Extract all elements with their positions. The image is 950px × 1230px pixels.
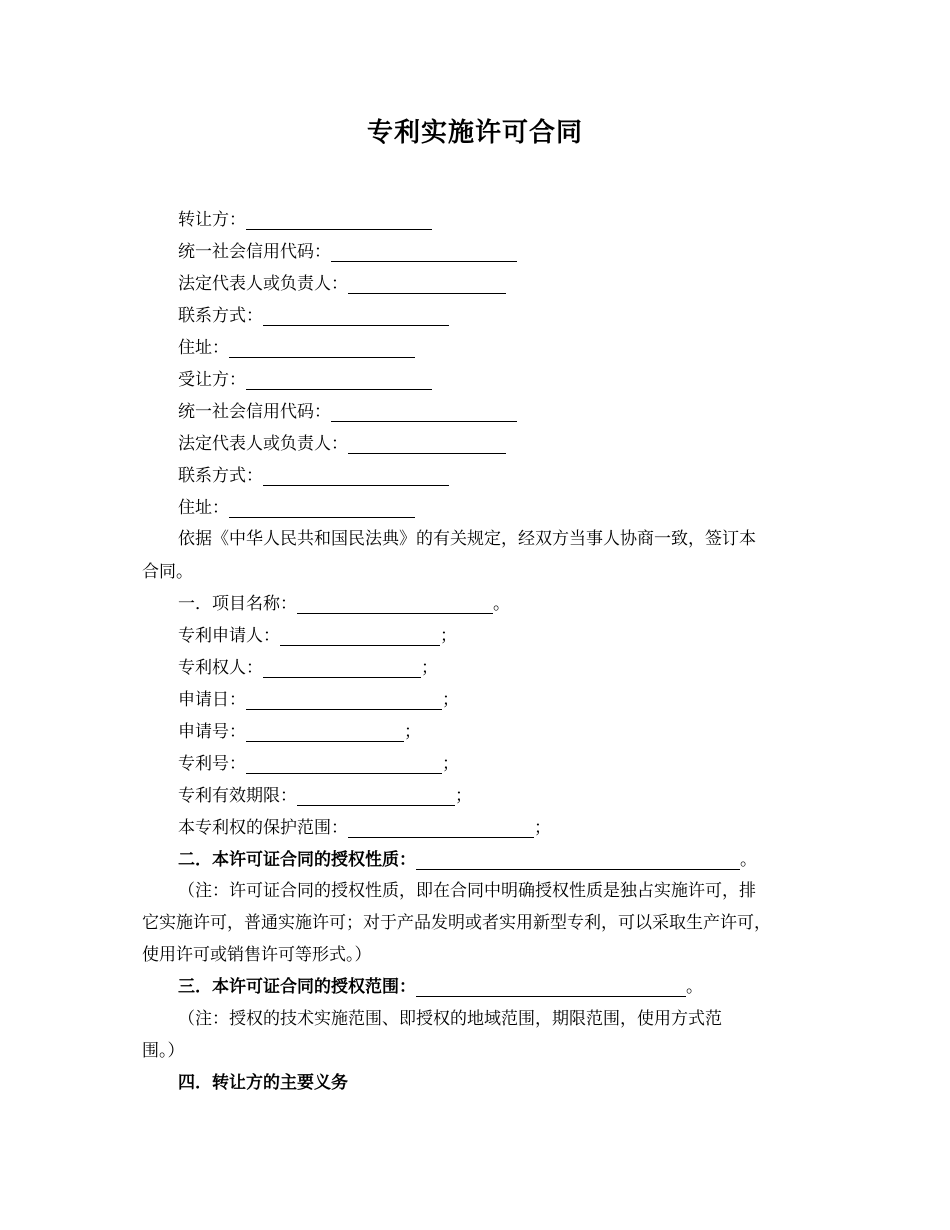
credit-code-1-blank[interactable] bbox=[331, 243, 517, 262]
semicolon-mark: ； bbox=[534, 818, 551, 838]
contact-1-label: 联系方式： bbox=[178, 306, 263, 326]
credit-code-1-line bbox=[178, 236, 517, 268]
section-2-heading: 二．本许可证合同的授权性质： bbox=[178, 850, 416, 870]
project-name-label: 一．项目名称： bbox=[178, 594, 297, 614]
section-3-heading: 三．本许可证合同的授权范围： bbox=[178, 977, 416, 997]
note-3-line-2: 围。） bbox=[142, 1041, 185, 1061]
semicolon-mark: ； bbox=[455, 786, 472, 806]
applicant-blank[interactable] bbox=[280, 627, 440, 646]
note-2-line-2: 它实施许可，普通实施许可；对于产品发明或者实用新型专利，可以采取生产许可， bbox=[142, 913, 771, 933]
intro-paragraph-line-2: 合同。 bbox=[142, 562, 193, 582]
applicant-line bbox=[178, 620, 457, 652]
contact-1-line bbox=[178, 300, 449, 332]
address-1-line bbox=[178, 332, 415, 364]
address-2-line bbox=[178, 492, 415, 524]
legal-rep-2-label: 法定代表人或负责人： bbox=[178, 434, 348, 454]
transferee-line bbox=[178, 364, 432, 396]
patentee-blank[interactable] bbox=[263, 659, 421, 678]
app-no-label: 申请号： bbox=[178, 722, 246, 742]
credit-code-2-label: 统一社会信用代码： bbox=[178, 402, 331, 422]
validity-blank[interactable] bbox=[297, 787, 455, 806]
applicant-label: 专利申请人： bbox=[178, 626, 280, 646]
document-title: 专利实施许可合同 bbox=[366, 118, 583, 148]
legal-rep-2-line bbox=[178, 428, 506, 460]
patent-no-blank[interactable] bbox=[246, 755, 442, 774]
period-mark: 。 bbox=[686, 977, 703, 997]
transferor-blank[interactable] bbox=[246, 211, 432, 230]
legal-rep-1-label: 法定代表人或负责人： bbox=[178, 274, 348, 294]
contact-1-blank[interactable] bbox=[263, 307, 449, 326]
section-2-blank[interactable] bbox=[416, 851, 740, 870]
validity-label: 专利有效期限： bbox=[178, 786, 297, 806]
patentee-line bbox=[178, 652, 438, 684]
transferee-label: 受让方： bbox=[178, 370, 246, 390]
period-mark: 。 bbox=[740, 850, 757, 870]
credit-code-2-blank[interactable] bbox=[331, 403, 517, 422]
scope-label: 本专利权的保护范围： bbox=[178, 818, 348, 838]
validity-line bbox=[178, 780, 472, 812]
patent-no-label: 专利号： bbox=[178, 754, 246, 774]
app-no-line bbox=[178, 716, 421, 748]
period-mark: 。 bbox=[493, 594, 510, 614]
transferor-line bbox=[178, 204, 432, 236]
app-no-blank[interactable] bbox=[246, 723, 404, 742]
section-1-project-line bbox=[178, 588, 510, 620]
note-3-line-1: （注：授权的技术实施范围、即授权的地域范围，期限范围，使用方式范 bbox=[178, 1009, 722, 1029]
app-date-label: 申请日： bbox=[178, 690, 246, 710]
credit-code-1-label: 统一社会信用代码： bbox=[178, 242, 331, 262]
address-1-label: 住址： bbox=[178, 338, 229, 358]
app-date-blank[interactable] bbox=[246, 691, 442, 710]
semicolon-mark: ； bbox=[404, 722, 421, 742]
semicolon-mark: ； bbox=[442, 754, 459, 774]
contact-2-blank[interactable] bbox=[263, 467, 449, 486]
patentee-label: 专利权人： bbox=[178, 658, 263, 678]
semicolon-mark: ； bbox=[442, 690, 459, 710]
address-2-blank[interactable] bbox=[229, 499, 415, 518]
note-2-line-3: 使用许可或销售许可等形式。） bbox=[142, 945, 372, 965]
semicolon-mark: ； bbox=[440, 626, 457, 646]
scope-blank[interactable] bbox=[348, 819, 534, 838]
legal-rep-2-blank[interactable] bbox=[348, 435, 506, 454]
section-2-line bbox=[178, 844, 757, 876]
transferee-blank[interactable] bbox=[246, 371, 432, 390]
scope-line bbox=[178, 812, 551, 844]
section-3-blank[interactable] bbox=[416, 978, 686, 997]
legal-rep-1-blank[interactable] bbox=[348, 275, 506, 294]
project-name-blank[interactable] bbox=[297, 595, 493, 614]
address-1-blank[interactable] bbox=[229, 339, 415, 358]
section-4-heading: 四．转让方的主要义务 bbox=[178, 1073, 348, 1093]
note-2-line-1: （注：许可证合同的授权性质，即在合同中明确授权性质是独占实施许可，排 bbox=[178, 881, 756, 901]
contact-2-line bbox=[178, 460, 449, 492]
app-date-line bbox=[178, 684, 459, 716]
semicolon-mark: ； bbox=[421, 658, 438, 678]
patent-no-line bbox=[178, 748, 459, 780]
section-3-line bbox=[178, 971, 703, 1003]
intro-paragraph-line-1: 依据《中华人民共和国民法典》的有关规定，经双方当事人协商一致，签订本 bbox=[178, 529, 756, 549]
contact-2-label: 联系方式： bbox=[178, 466, 263, 486]
credit-code-2-line bbox=[178, 396, 517, 428]
transferor-label: 转让方： bbox=[178, 210, 246, 230]
address-2-label: 住址： bbox=[178, 498, 229, 518]
legal-rep-1-line bbox=[178, 268, 506, 300]
